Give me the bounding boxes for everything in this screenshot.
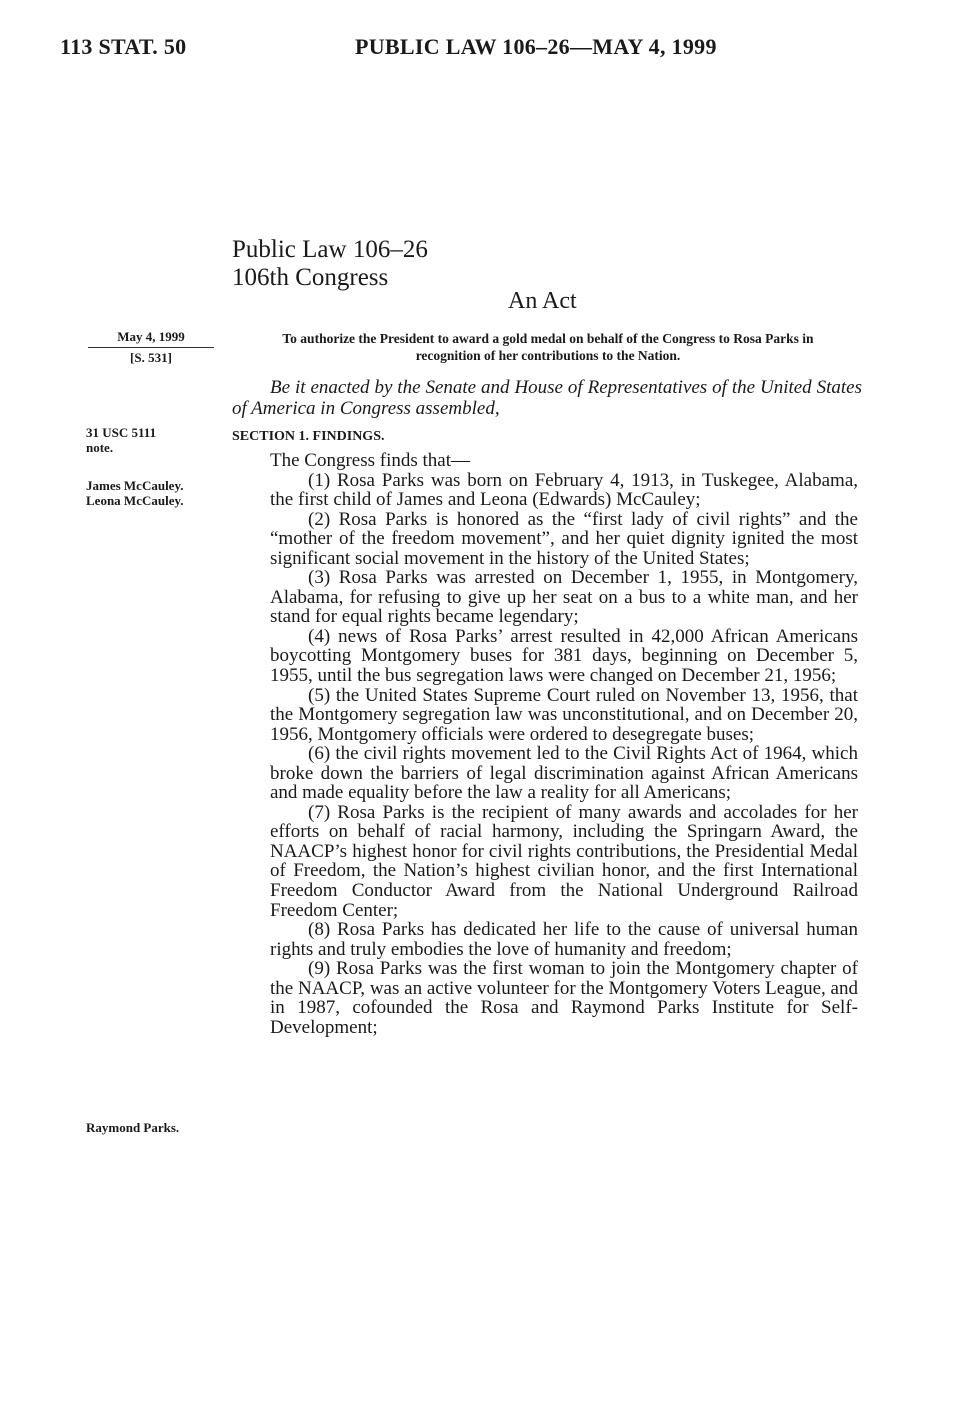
enacting-clause: Be it enacted by the Senate and House of Representatives of the United States of America in Congress assembled, [232, 377, 862, 419]
page-stat-number: 113 STAT. 50 [60, 34, 187, 59]
usc-note: note. [86, 440, 114, 455]
enactment-date: May 4, 1999 [88, 329, 214, 348]
purpose-statement: To authorize the President to award a gold medal on behalf of the Congress to Rosa Parks in recognition of her contributions to the Nation. [282, 331, 814, 363]
margin-name-james: James McCauley. [86, 478, 184, 493]
act-heading: An Act [508, 288, 577, 314]
usc-citation: 31 USC 5111 [86, 425, 157, 440]
bill-number: [S. 531] [130, 350, 172, 365]
finding-8: (8) Rosa Parks has dedicated her life to the cause of universal human rights and truly embodies the love of humanity and freedom; [270, 919, 858, 960]
findings-body [270, 451, 858, 1037]
finding-6: (6) the civil rights movement led to the Civil Rights Act of 1964, which broke down the barriers of legal discrimination against African Americans and made equality before the law a reality for all Americans; [270, 743, 858, 804]
public-law-number: Public Law 106–26 [232, 236, 428, 263]
finding-4: (4) news of Rosa Parks’ arrest resulted in 42,000 African Americans boycotting Montgomery buses for 381 days, beginning on December 5, 1955, until the bus segregation laws were changed on December 21, 1956; [270, 625, 858, 687]
margin-note-usc [86, 425, 156, 455]
finding-7: (7) Rosa Parks is the recipient of many awards and accolades for her efforts on behalf of racial harmony, including the Springarn Award, the NAACP’s highest honor for civil rights contributions, the Presidential Medal of Freedom, the Nation’s highest civilian honor, and the first International Freedom Conductor Award from the National Underground Railroad Freedom Center; [270, 801, 858, 921]
section-heading: SECTION 1. FINDINGS. [232, 429, 385, 444]
findings-intro: The Congress finds that— [270, 450, 471, 471]
finding-9: (9) Rosa Parks was the first woman to join the Montgomery chapter of the NAACP, was an active volunteer for the Montgomery Voters League, and in 1987, cofounded the Rosa and Raymond Parks Institute for Self-Development; [270, 958, 858, 1038]
law-title-block [232, 236, 428, 292]
congress-number: 106th Congress [232, 264, 389, 291]
enactment-date-block [88, 329, 214, 366]
running-title: PUBLIC LAW 106–26—MAY 4, 1999 [355, 34, 717, 59]
margin-name-leona: Leona McCauley. [86, 493, 184, 508]
finding-3: (3) Rosa Parks was arrested on December 1, 1955, in Montgomery, Alabama, for refusing to give up her seat on a bus to a white man, and her stand for equal rights became legendary; [270, 567, 858, 628]
margin-note-names [86, 478, 184, 508]
finding-1: (1) Rosa Parks was born on February 4, 1913, in Tuskegee, Alabama, the first child of James and Leona (Edwards) McCauley; [270, 469, 858, 511]
finding-2: (2) Rosa Parks is honored as the “first lady of civil rights” and the “mother of the freedom movement”, and her quiet dignity ignited the most significant social movement in the history of the United States; [270, 508, 858, 569]
margin-note-raymond: Raymond Parks. [86, 1120, 180, 1135]
finding-5: (5) the United States Supreme Court ruled on November 13, 1956, that the Montgomery segregation law was unconstitutional, and on December 20, 1956, Montgomery officials were ordered to desegregate buses; [270, 684, 858, 745]
